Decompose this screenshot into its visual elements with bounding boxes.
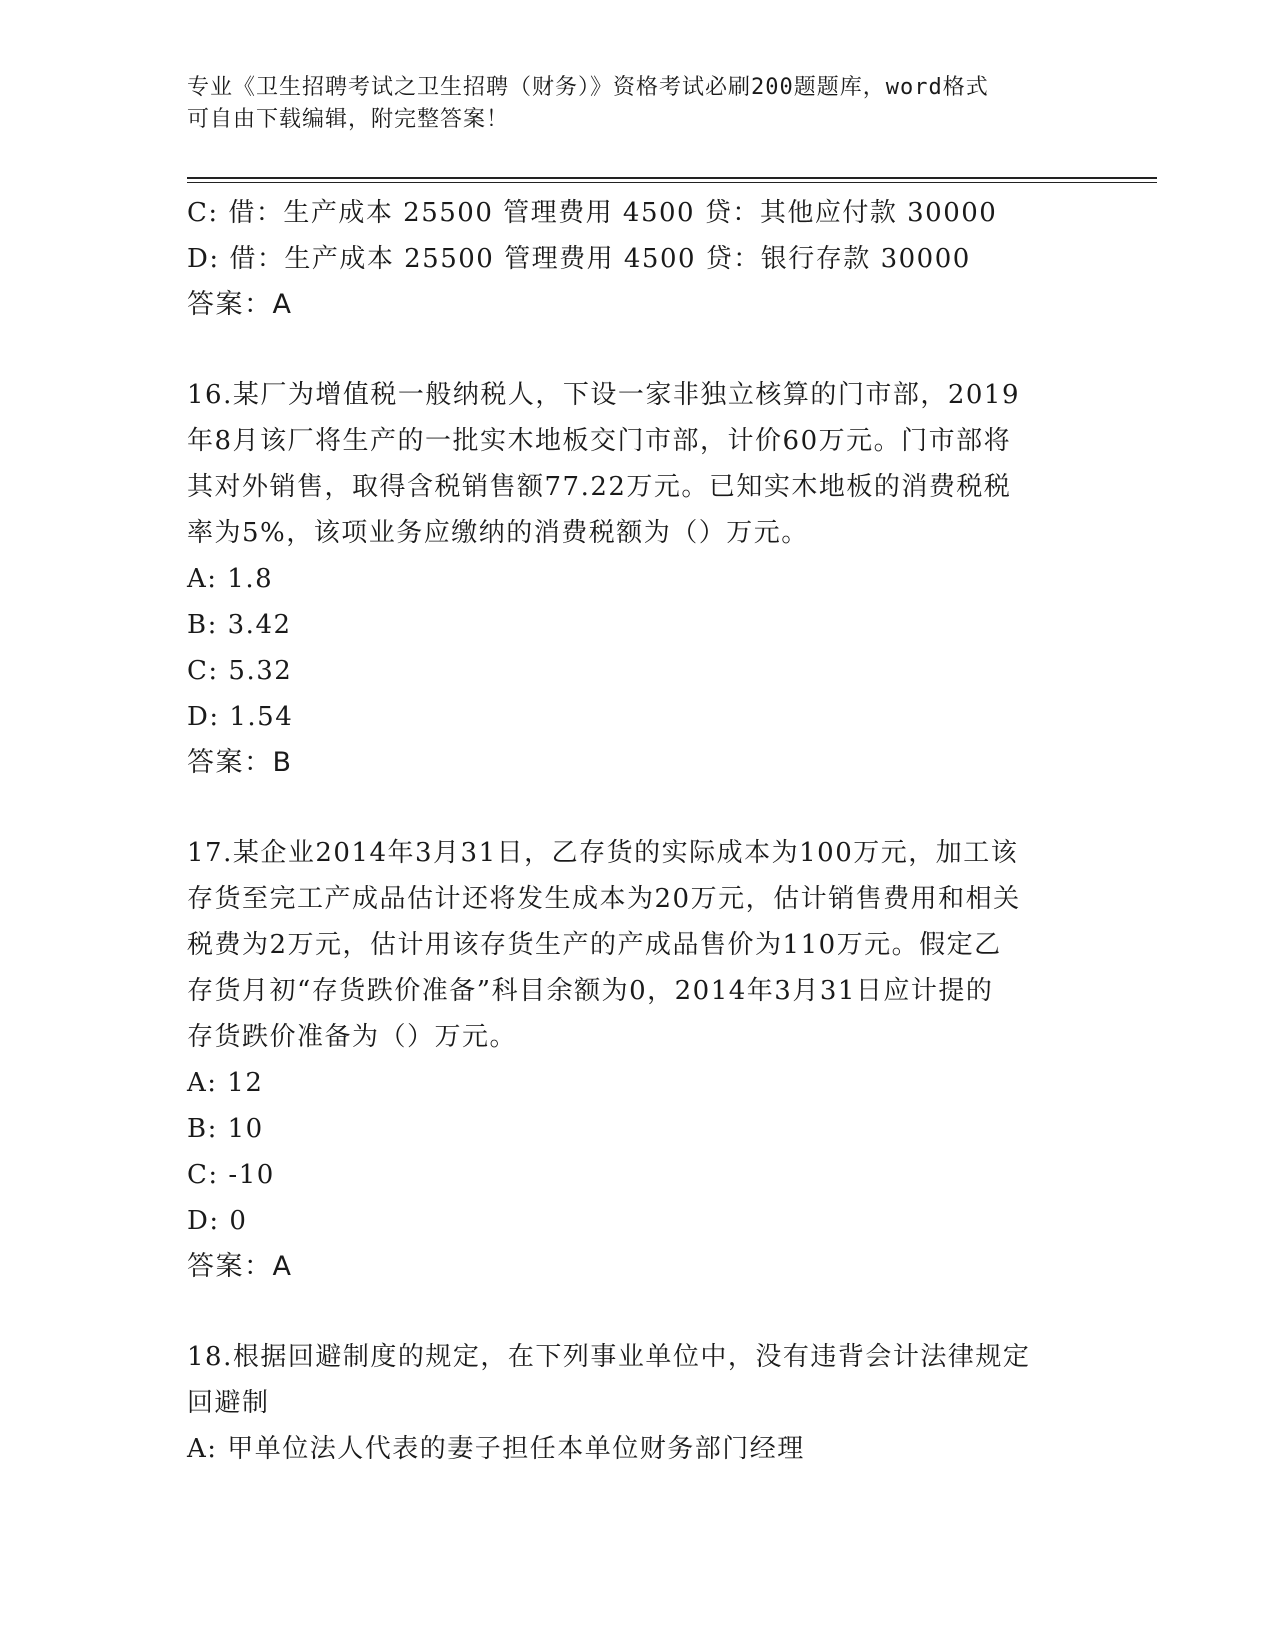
answer-line: 答案：B: [187, 747, 293, 778]
option-c: C: 5.32: [187, 656, 293, 686]
option-b: B: 10: [187, 1114, 264, 1144]
answer-line: 答案：A: [187, 1251, 293, 1282]
option-d: D: 1.54: [187, 702, 294, 732]
question-15: [187, 190, 1087, 328]
option-a: A: 甲单位法人代表的妻子担任本单位财务部门经理: [187, 1434, 805, 1464]
question-16: [187, 372, 1087, 786]
option-d: D: 0: [187, 1206, 248, 1236]
question-text-line: 17.某企业2014年3月31日，乙存货的实际成本为100万元，加工该: [187, 838, 1019, 868]
question-text-line: 存货至完工产成品估计还将发生成本为20万元，估计销售费用和相关: [187, 884, 1021, 914]
option-c: C: -10: [187, 1160, 275, 1190]
question-text-line: 其对外销售，取得含税销售额77.22万元。已知实木地板的消费税税: [187, 472, 1012, 502]
question-text-line: 16.某厂为增值税一般纳税人，下设一家非独立核算的门市部，2019: [187, 380, 1021, 410]
question-text-line: 回避制: [187, 1388, 270, 1418]
option-a: A: 12: [187, 1068, 264, 1098]
question-text-line: 存货月初“存货跌价准备”科目余额为0，2014年3月31日应计提的: [187, 976, 994, 1006]
document-header: [187, 72, 1087, 136]
option-a: A: 1.8: [187, 564, 274, 594]
question-text-line: 年8月该厂将生产的一批实木地板交门市部，计价60万元。门市部将: [187, 426, 1012, 456]
option-c: C: 借：生产成本 25500 管理费用 4500 贷：其他应付款 30000: [187, 198, 998, 228]
header-divider: [187, 177, 1157, 183]
header-line-2: 可自由下载编辑，附完整答案！: [187, 107, 510, 132]
option-d: D: 借：生产成本 25500 管理费用 4500 贷：银行存款 30000: [187, 244, 971, 274]
question-text-line: 存货跌价准备为（）万元。: [187, 1022, 518, 1052]
option-b: B: 3.42: [187, 610, 292, 640]
question-17: [187, 830, 1087, 1290]
question-text-line: 18.根据回避制度的规定，在下列事业单位中，没有违背会计法律规定: [187, 1342, 1031, 1372]
question-text-line: 率为5%，该项业务应缴纳的消费税额为（）万元。: [187, 518, 809, 548]
answer-line: 答案：A: [187, 289, 293, 320]
document-body: [187, 190, 1087, 1472]
spacer: [187, 786, 1087, 830]
question-18: [187, 1334, 1087, 1472]
header-line-1: 专业《卫生招聘考试之卫生招聘（财务）》资格考试必刷200题题库，word格式: [187, 75, 989, 100]
spacer: [187, 328, 1087, 372]
spacer: [187, 1290, 1087, 1334]
question-text-line: 税费为2万元，估计用该存货生产的产成品售价为110万元。假定乙: [187, 930, 1002, 960]
